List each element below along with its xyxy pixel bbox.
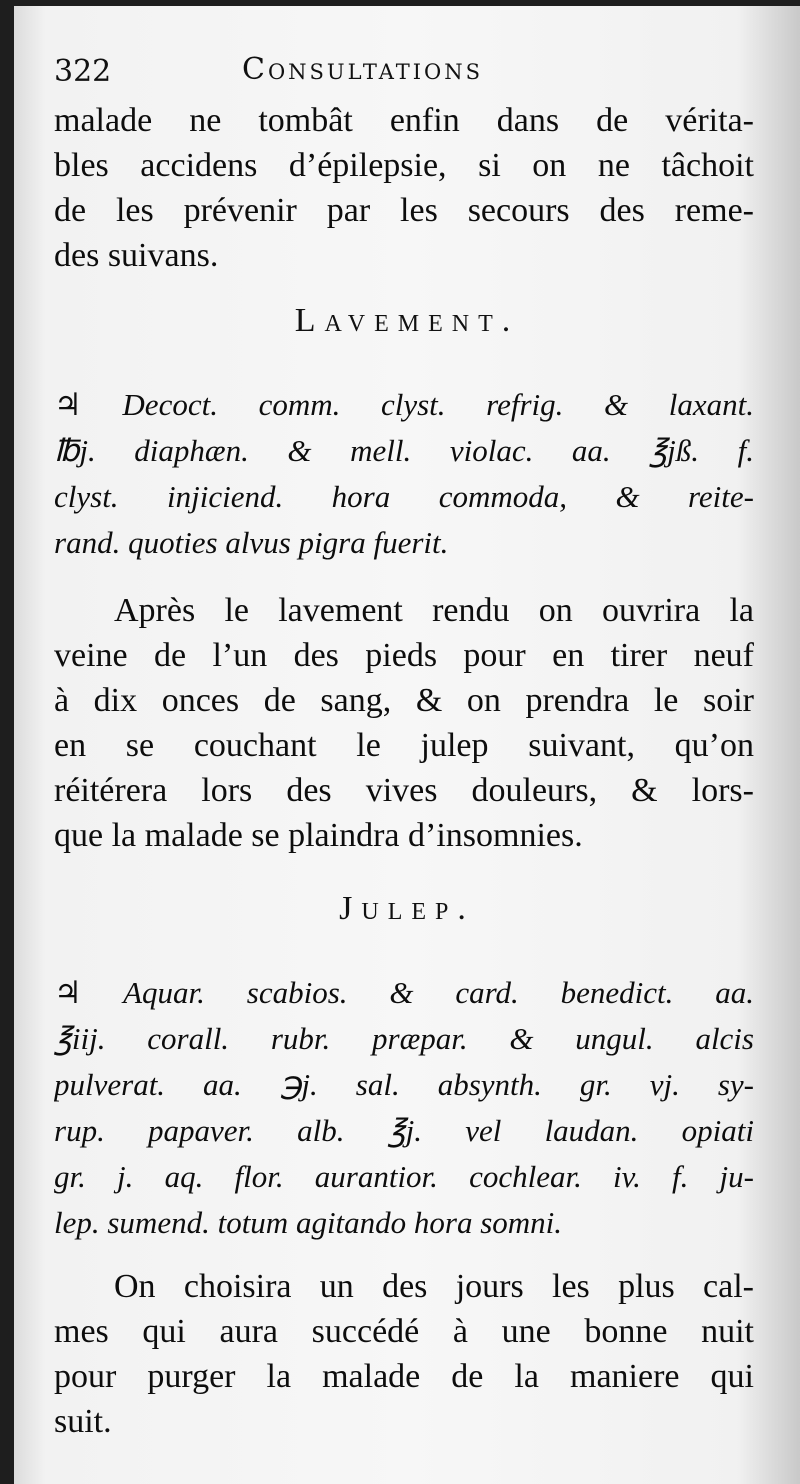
running-head: Consultations bbox=[242, 52, 484, 87]
page-number: 322 bbox=[54, 54, 112, 89]
text-line: rand. quoties alvus pigra fuerit. bbox=[54, 525, 449, 560]
text-line: veine de l’un des pieds pour en tirer neuf bbox=[54, 637, 754, 674]
text-line: en se couchant le julep suivant, qu’on bbox=[54, 727, 754, 764]
text-line: ℔j. diaphæn. & mell. violac. aa. ℥jß. f. bbox=[54, 433, 754, 468]
text-line: ♃ Aquar. scabios. & card. benedict. aa. bbox=[54, 975, 754, 1010]
prescription-lavement bbox=[54, 382, 754, 566]
text-line: lep. sumend. totum agitando hora somni. bbox=[54, 1205, 563, 1240]
book-page bbox=[14, 6, 800, 1484]
prescription-julep bbox=[54, 970, 754, 1246]
text-line: pour purger la malade de la maniere qui bbox=[54, 1358, 754, 1395]
text-line: ℥iij. corall. rubr. præpar. & ungul. alcis bbox=[54, 1021, 754, 1056]
paragraph-2 bbox=[54, 588, 754, 858]
text-line: On choisira un des jours les plus cal- bbox=[114, 1268, 754, 1305]
text-line: des suivans. bbox=[54, 237, 219, 274]
text-line: ♃ Decoct. comm. clyst. refrig. & laxant. bbox=[54, 387, 754, 422]
text-line: mes qui aura succédé à une bonne nuit bbox=[54, 1313, 754, 1350]
text-line: Après le lavement rendu on ouvrira la bbox=[114, 592, 754, 629]
section-heading-julep: Julep. bbox=[339, 890, 475, 927]
text-line: réitérera lors des vives douleurs, & lors- bbox=[54, 772, 754, 809]
text-line: rup. papaver. alb. ℥j. vel laudan. opiati bbox=[54, 1113, 754, 1148]
text-line: que la malade se plaindra d’insomnies. bbox=[54, 817, 583, 854]
text-line: clyst. injiciend. hora commoda, & reite- bbox=[54, 479, 754, 514]
paragraph-3 bbox=[54, 1264, 754, 1444]
text-line: malade ne tombât enfin dans de vérita- bbox=[54, 102, 754, 139]
text-line: de les prévenir par les secours des reme- bbox=[54, 192, 754, 229]
paragraph-1 bbox=[54, 98, 754, 278]
text-line: à dix onces de sang, & on prendra le soir bbox=[54, 682, 754, 719]
text-line: gr. j. aq. flor. aurantior. cochlear. iv. f. ju- bbox=[54, 1159, 754, 1194]
page-header bbox=[54, 48, 754, 98]
section-heading-lavement: Lavement. bbox=[294, 302, 520, 339]
text-line: bles accidens d’épilepsie, si on ne tâchoit bbox=[54, 147, 754, 184]
text-line: suit. bbox=[54, 1403, 112, 1440]
text-line: pulverat. aa. ℈j. sal. absynth. gr. vj. sy- bbox=[54, 1067, 754, 1102]
